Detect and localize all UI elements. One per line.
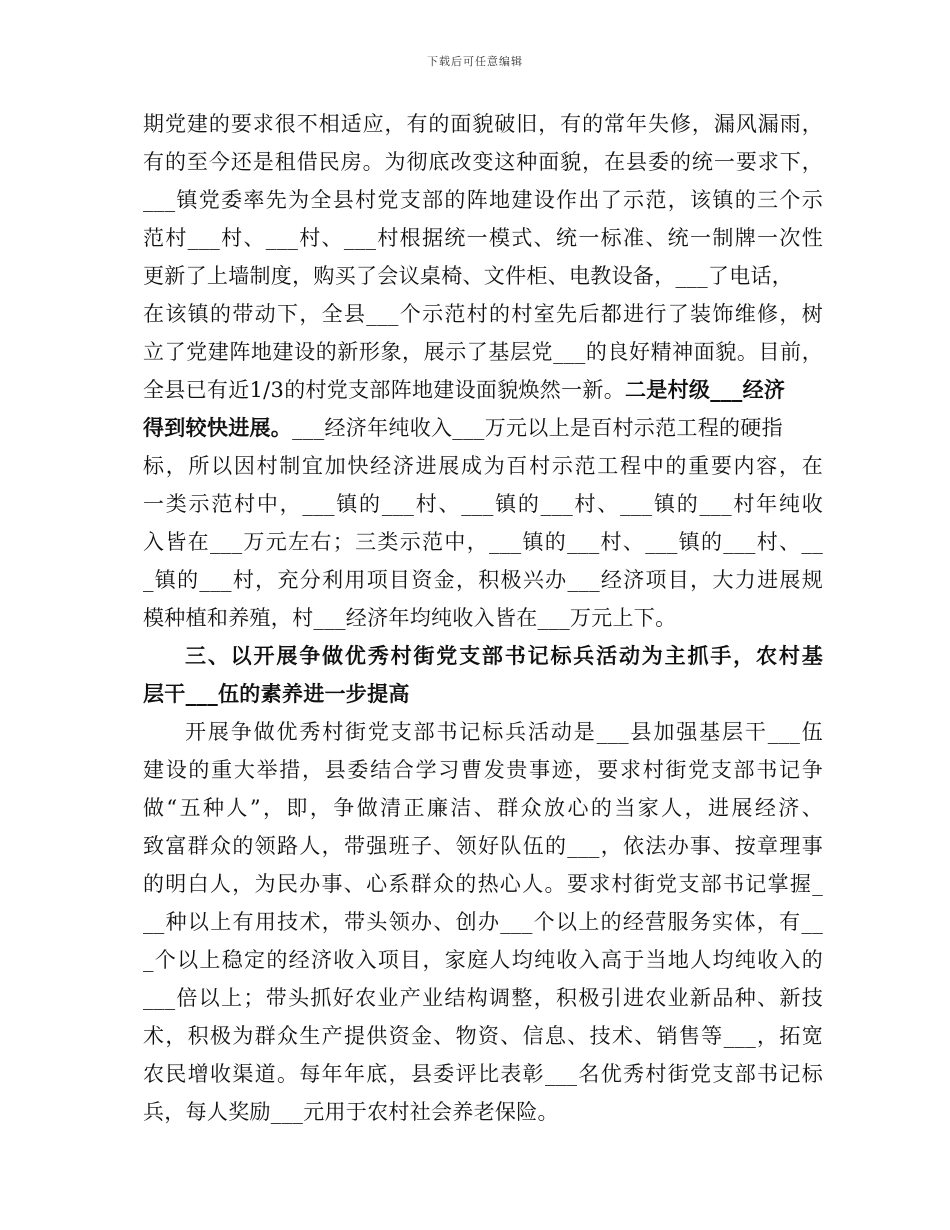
text-line-mixed: [143, 412, 823, 444]
page-header: 下载后可任意编辑: [427, 55, 523, 68]
text-line: 一类示范村中，___镇的___村、___镇的___村、___镇的___村年纯收: [143, 492, 823, 516]
text-line: 农民增收渠道。每年年底，县委评比表彰___名优秀村街党支部书记标: [143, 1062, 823, 1086]
text-line: 期党建的要求很不相适应，有的面貌破旧，有的常年失修，漏风漏雨，: [143, 112, 823, 136]
text-line: ___倍以上；带头抓好农业产业结构调整，积极引进农业新品种、新技: [143, 986, 823, 1010]
text-segment: ___经济年纯收入___万元以上是百村示范工程的硬指: [292, 416, 783, 440]
text-line: 立了党建阵地建设的新形象，展示了基层党___的良好精神面貌。目前，: [143, 340, 823, 364]
text-line: 的明白人，为民办事、心系群众的热心人。要求村街党支部书记掌握_: [143, 872, 823, 896]
text-line: 范村___村、___村、___村根据统一模式、统一标准、统一制牌一次性: [143, 226, 823, 250]
text-segment: 全县已有近1/3的村党支部阵地建设面貌焕然一新。: [143, 378, 625, 402]
text-line: 有的至今还是租借民房。为彻底改变这种面貌，在县委的统一要求下，: [143, 150, 823, 174]
text-line: 更新了上墙制度，购买了会议桌椅、文件柜、电教设备，___了电话，: [143, 264, 794, 288]
text-line: _个以上稳定的经济收入项目，家庭人均纯收入高于当地人均纯收入的: [143, 948, 823, 972]
text-line: 建设的重大举措，县委结合学习曹发贵事迹，要求村街党支部书记争: [143, 758, 823, 782]
text-line: _镇的___村，充分利用项目资金，积极兴办___经济项目，大力进展规: [143, 568, 823, 592]
text-line: 在该镇的带动下，全县___个示范村的村室先后都进行了装饰维修，树: [143, 302, 823, 326]
text-line: 兵，每人奖励___元用于农村社会养老保险。: [143, 1100, 559, 1124]
section-heading: 层干___伍的素养进一步提高: [143, 681, 410, 706]
text-line: ___镇党委率先为全县村党支部的阵地建设作出了示范，该镇的三个示: [143, 188, 823, 212]
text-line: __种以上有用技术，带头领办、创办___个以上的经营服务实体，有__: [143, 910, 823, 934]
bold-heading-segment: 二是村级___经济: [625, 377, 786, 402]
text-line: 术，积极为群众生产提供资金、物资、信息、技术、销售等___，拓宽: [143, 1024, 823, 1048]
text-line: 入皆在___万元左右；三类示范中，___镇的___村、___镇的___村、__: [143, 530, 823, 554]
text-line: 做“五种人”，即，争做清正廉洁、群众放心的当家人，进展经济、: [143, 796, 823, 820]
section-heading: 三、以开展争做优秀村街党支部书记标兵活动为主抓手，农村基: [185, 643, 823, 668]
text-line: 标，所以因村制宜加快经济进展成为百村示范工程中的重要内容，在: [143, 454, 823, 478]
text-line: 模种植和养殖，村___经济年均纯收入皆在___万元上下。: [143, 606, 677, 630]
text-line-mixed: [143, 374, 823, 406]
paragraph-first-line: 开展争做优秀村街党支部书记标兵活动是___县加强基层干___伍: [185, 720, 823, 744]
bold-heading-segment: 得到较快进展。: [143, 415, 293, 440]
text-line: 致富群众的领路人，带强班子、领好队伍的___，依法办事、按章理事: [143, 834, 823, 858]
